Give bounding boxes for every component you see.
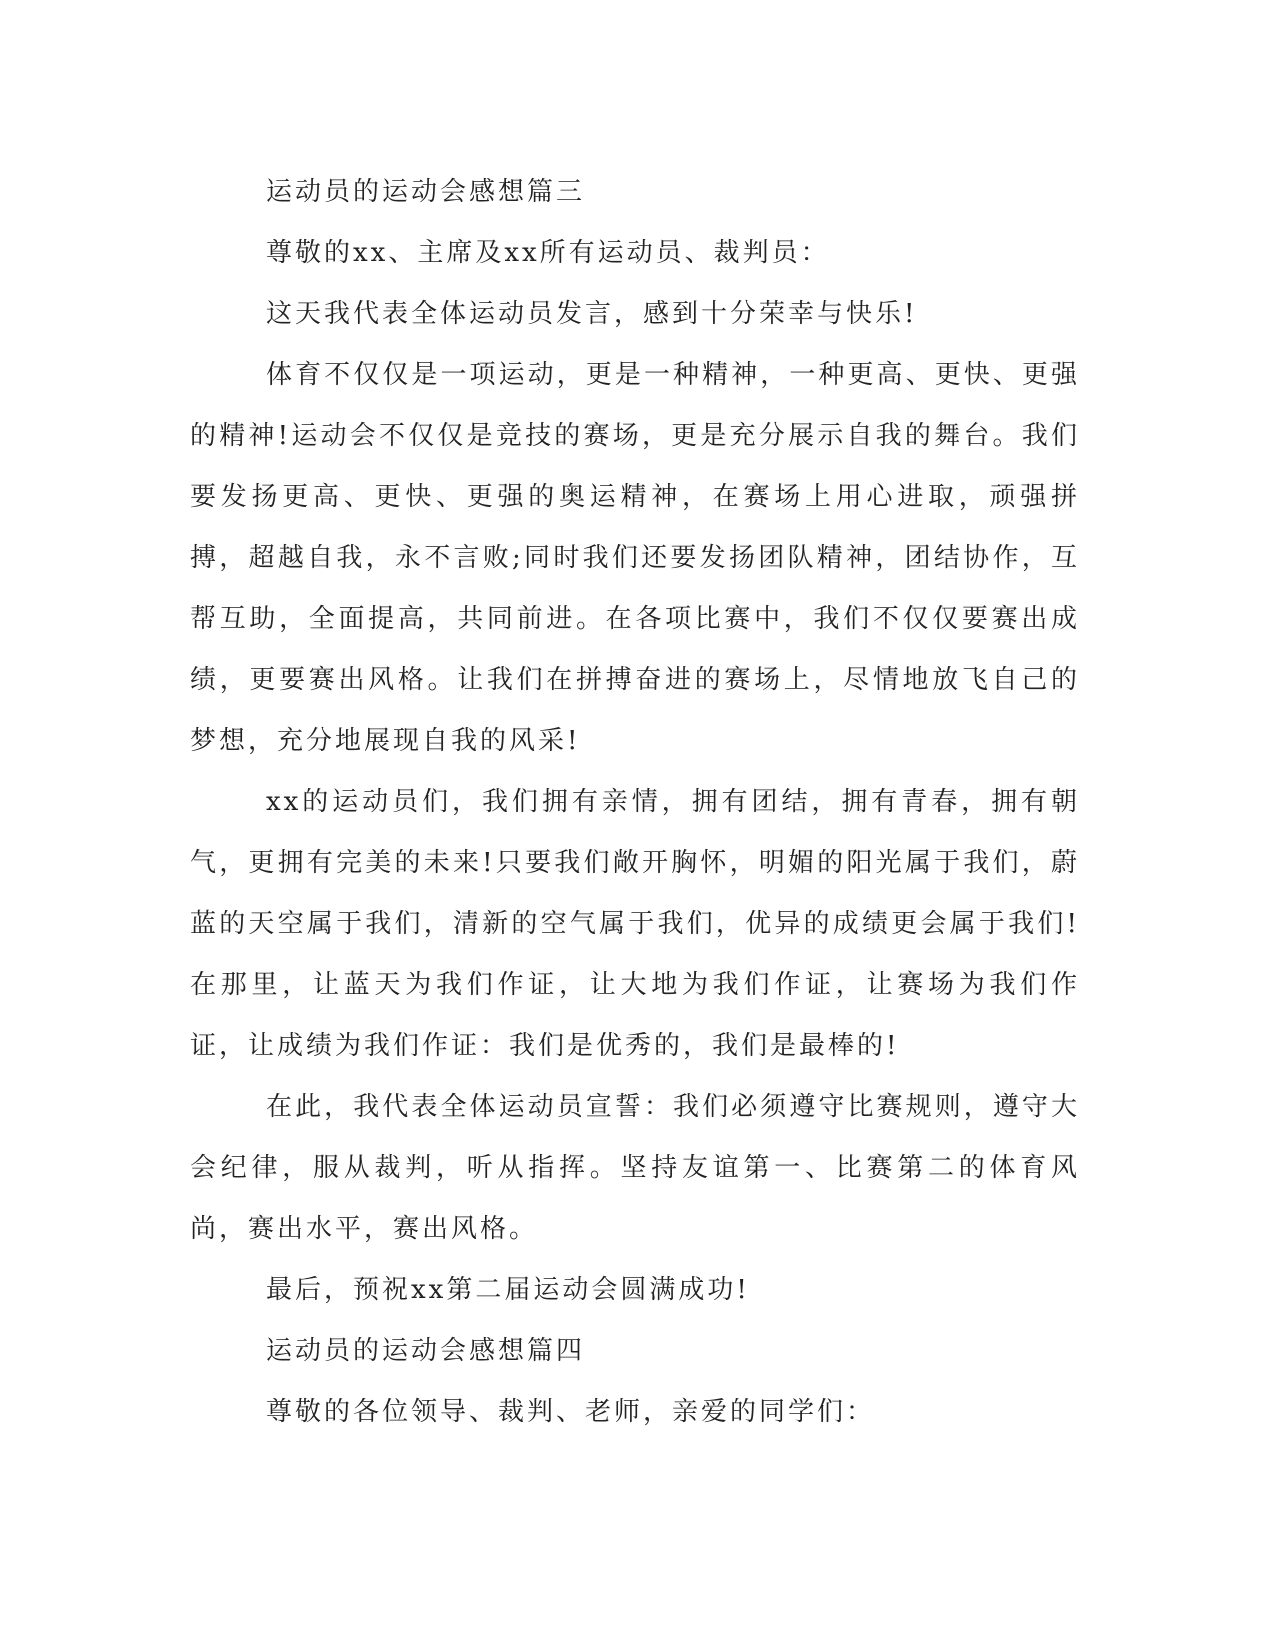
section-heading-three: 运动员的运动会感想篇三 [266,177,586,207]
salutation-paragraph-four: 尊敬的各位领导、裁判、老师，亲爱的同学们： [266,1397,876,1427]
section-heading-four: 运动员的运动会感想篇四 [266,1336,586,1366]
document-body [190,162,1080,1443]
oath-paragraph: 在此，我代表全体运动员宣誓：我们必须遵守比赛规则，遵守大会纪律，服从裁判，听从指挥。坚持友谊第一、比赛第二的体育风尚，赛出水平，赛出风格。 [190,1092,1080,1244]
sports-spirit-paragraph: 体育不仅仅是一项运动，更是一种精神，一种更高、更快、更强的精神!运动会不仅仅是竞技的赛场，更是充分展示自我的舞台。我们要发扬更高、更快、更强的奥运精神，在赛场上用心进取，顽强拼搏，超越自我，永不言败;同时我们还要发扬团队精神，团结协作，互帮互助，全面提高，共同前进。在各项比赛中，我们不仅仅要赛出成绩，更要赛出风格。让我们在拼搏奋进的赛场上，尽情地放飞自己的梦想，充分地展现自我的风采! [190,360,1080,756]
closing-wish-paragraph: 最后，预祝xx第二届运动会圆满成功! [266,1275,750,1305]
salutation-paragraph: 尊敬的xx、主席及xx所有运动员、裁判员： [266,238,830,268]
opening-paragraph: 这天我代表全体运动员发言，感到十分荣幸与快乐! [266,299,918,329]
athletes-paragraph: xx的运动员们，我们拥有亲情，拥有团结，拥有青春，拥有朝气，更拥有完美的未来!只要我们敞开胸怀，明媚的阳光属于我们，蔚蓝的天空属于我们，清新的空气属于我们，优异的成绩更会属于我们!在那里，让蓝天为我们作证，让大地为我们作证，让赛场为我们作证，让成绩为我们作证：我们是优秀的，我们是最棒的! [190,787,1080,1061]
